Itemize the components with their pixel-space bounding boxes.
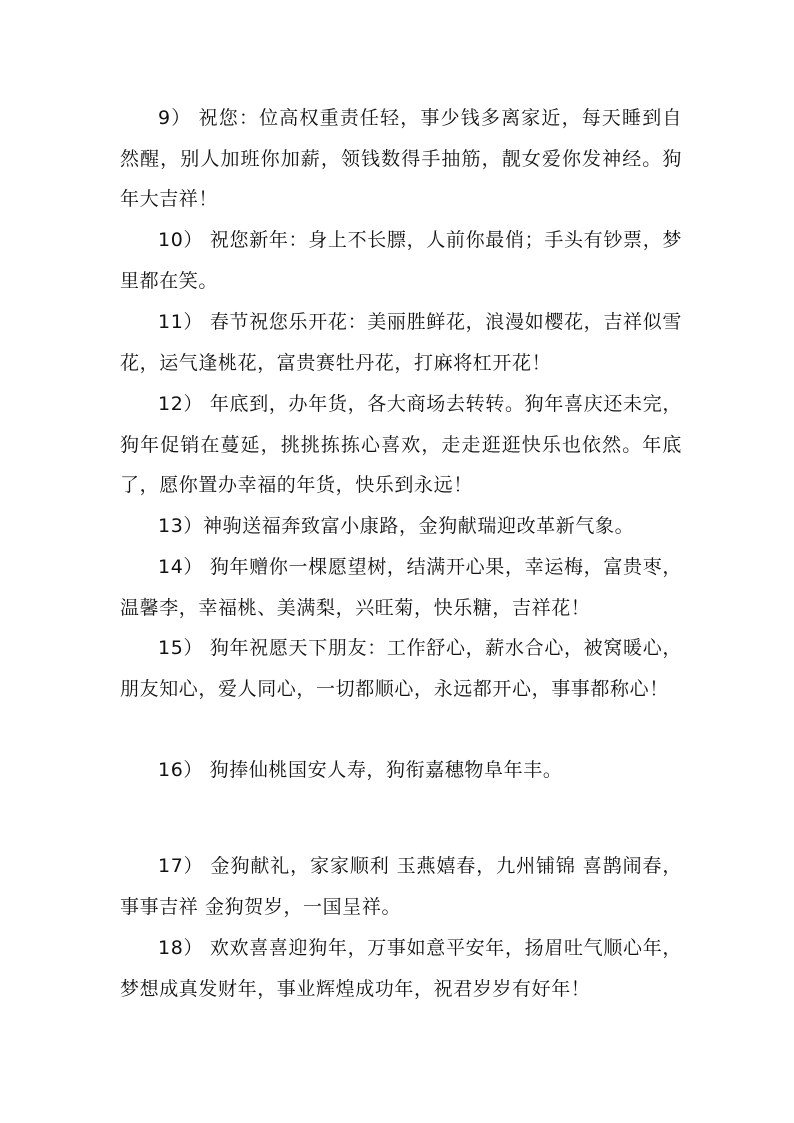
wish-paragraph-18: 18） 欢欢喜喜迎狗年，万事如意平安年，扬眉吐气顺心年，梦想成真发财年，事业辉煌成功年，祝君岁岁有好年！ (120, 937, 682, 1000)
wish-paragraph-14: 14） 狗年赠你一棵愿望树，结满开心果，幸运梅，富贵枣，温馨李，幸福桃、美满梨，兴旺菊，快乐糖，吉祥花！ (120, 556, 682, 619)
wish-paragraph-15: 15） 狗年祝愿天下朋友：工作舒心，薪水合心，被窝暖心，朋友知心，爱人同心，一切都顺心，永远都开心，事事都称心！ (120, 637, 682, 700)
wish-paragraph-12: 12） 年底到，办年货，各大商场去转转。狗年喜庆还未完，狗年促销在蔓延，挑挑拣拣心喜欢，走走逛逛快乐也依然。年底了，愿你置办幸福的年货，快乐到永远！ (120, 393, 682, 496)
wish-paragraph-10: 10） 祝您新年：身上不长膘，人前你最俏；手头有钞票，梦里都在笑。 (120, 229, 682, 292)
wish-paragraph-11: 11） 春节祝您乐开花：美丽胜鲜花，浪漫如樱花，吉祥似雪花，运气逢桃花，富贵赛牡丹花，打麻将杠开花！ (120, 311, 682, 374)
wish-paragraph-17: 17） 金狗献礼，家家顺利 玉燕嬉春，九州铺锦 喜鹊闹春，事事吉祥 金狗贺岁，一国呈祥。 (120, 855, 682, 918)
wish-paragraph-16: 16） 狗捧仙桃国安人寿，狗衔嘉穗物阜年丰。 (158, 759, 563, 781)
wish-paragraph-9: 9） 祝您：位高权重责任轻，事少钱多离家近，每天睡到自然醒，别人加班你加薪，领钱数得手抽筋，靓女爱你发神经。狗年大吉祥！ (120, 107, 682, 210)
wish-paragraph-13: 13）神驹送福奔致富小康路，金狗献瑞迎改革新气象。 (158, 515, 635, 537)
